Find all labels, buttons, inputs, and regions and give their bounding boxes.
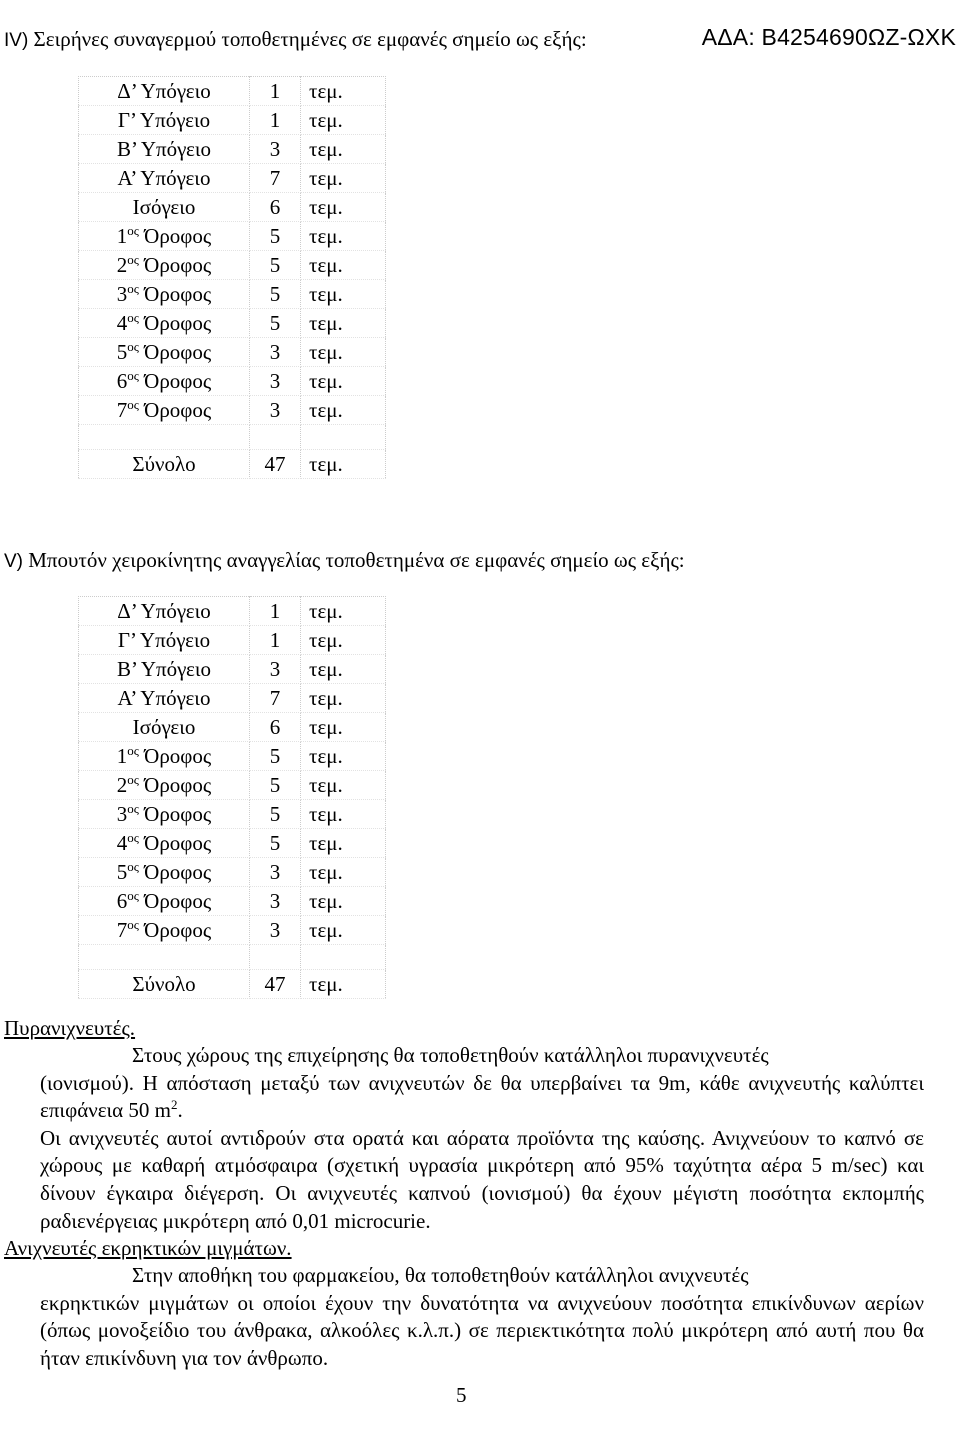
floor-word: Όροφος <box>138 831 212 855</box>
ordinal-suffix: ος <box>127 397 139 412</box>
manual-call-points-table <box>78 596 386 999</box>
level-cell <box>79 771 250 800</box>
level-cell <box>79 858 250 887</box>
ordinal-suffix: ος <box>127 772 139 787</box>
level-label: 3 <box>116 282 128 306</box>
fire-detectors-para1 <box>0 1070 924 1125</box>
quantity-cell: 1 <box>250 106 301 135</box>
total-label: Σύνολο <box>79 450 250 479</box>
level-cell <box>79 367 250 396</box>
total-unit: τεμ. <box>301 970 386 999</box>
explosive-detectors-text <box>40 1262 924 1372</box>
floor-word: Όροφος <box>138 918 212 942</box>
level-cell <box>79 77 250 106</box>
ordinal-suffix: ος <box>127 310 139 325</box>
table-row <box>79 280 386 309</box>
unit-cell: τεμ. <box>301 800 386 829</box>
spacer-row <box>79 425 386 450</box>
ordinal-suffix: ος <box>127 917 139 932</box>
ordinal-suffix: ος <box>127 368 139 383</box>
table-row <box>79 338 386 367</box>
quantity-cell: 3 <box>250 858 301 887</box>
level-cell <box>79 887 250 916</box>
floor-word: Όροφος <box>138 253 212 277</box>
level-cell <box>79 222 250 251</box>
unit-cell: τεμ. <box>301 684 386 713</box>
section-iv-roman: IV) <box>4 30 29 51</box>
quantity-cell: 5 <box>250 742 301 771</box>
unit-cell: τεμ. <box>301 916 386 945</box>
section-iv-heading <box>4 27 587 52</box>
level-label: 7 <box>116 918 128 942</box>
empty-cell <box>250 945 301 970</box>
level-cell <box>79 742 250 771</box>
ordinal-suffix: ος <box>127 743 139 758</box>
section-iv-title: Σειρήνες συναγερμού τοποθετημένες σε εμφανές σημείο ως εξής: <box>33 27 587 51</box>
level-label: Ισόγειο <box>132 715 196 739</box>
total-row <box>79 450 386 479</box>
level-label: Α’ Υπόγειο <box>117 166 211 190</box>
level-label: 3 <box>116 802 128 826</box>
ordinal-suffix: ος <box>127 859 139 874</box>
fire-detectors-text <box>40 1042 924 1235</box>
unit-cell: τεμ. <box>301 164 386 193</box>
quantity-cell: 6 <box>250 713 301 742</box>
level-cell <box>79 916 250 945</box>
floor-word: Όροφος <box>138 744 212 768</box>
explosive-detectors-title: Ανιχνευτές εκρηκτικών μιγμάτων. <box>4 1236 292 1260</box>
floor-word: Όροφος <box>138 282 212 306</box>
table-row <box>79 106 386 135</box>
unit-cell: τεμ. <box>301 106 386 135</box>
unit-cell: τεμ. <box>301 396 386 425</box>
empty-cell <box>79 945 250 970</box>
level-cell <box>79 655 250 684</box>
total-quantity: 47 <box>250 450 301 479</box>
table-row <box>79 626 386 655</box>
table-row <box>79 655 386 684</box>
table-row <box>79 193 386 222</box>
level-label: 4 <box>116 311 128 335</box>
quantity-cell: 3 <box>250 655 301 684</box>
unit-cell: τεμ. <box>301 77 386 106</box>
total-label: Σύνολο <box>79 970 250 999</box>
level-cell <box>79 684 250 713</box>
level-cell <box>79 626 250 655</box>
table-row <box>79 800 386 829</box>
ordinal-suffix: ος <box>127 252 139 267</box>
level-label: 2 <box>116 253 128 277</box>
quantity-cell: 3 <box>250 135 301 164</box>
fire-detectors-para1-text: (ιονισμού). Η απόσταση μεταξύ των ανιχνευτών δε θα υπερβαίνει τα 9m, κάθε ανιχνευτής καλύπτει επιφάνεια 50 m <box>40 1070 924 1123</box>
quantity-cell: 5 <box>250 829 301 858</box>
level-label: 6 <box>116 369 128 393</box>
quantity-cell: 6 <box>250 193 301 222</box>
squared-superscript: 2 <box>171 1097 178 1113</box>
table-row <box>79 597 386 626</box>
unit-cell: τεμ. <box>301 135 386 164</box>
unit-cell: τεμ. <box>301 309 386 338</box>
level-cell <box>79 597 250 626</box>
level-label: Β’ Υπόγειο <box>116 657 212 681</box>
floor-word: Όροφος <box>138 311 212 335</box>
quantity-cell: 5 <box>250 800 301 829</box>
unit-cell: τεμ. <box>301 338 386 367</box>
explosive-detectors-line1: Στην αποθήκη του φαρμακείου, θα τοποθετηθούν κατάλληλοι ανιχνευτές <box>132 1263 749 1287</box>
ordinal-suffix: ος <box>127 830 139 845</box>
ordinal-suffix: ος <box>127 801 139 816</box>
quantity-cell: 3 <box>250 887 301 916</box>
total-quantity: 47 <box>250 970 301 999</box>
floor-word: Όροφος <box>138 340 212 364</box>
quantity-cell: 5 <box>250 251 301 280</box>
unit-cell: τεμ. <box>301 655 386 684</box>
ordinal-suffix: ος <box>127 888 139 903</box>
unit-cell: τεμ. <box>301 829 386 858</box>
quantity-cell: 3 <box>250 396 301 425</box>
quantity-cell: 7 <box>250 164 301 193</box>
table-row <box>79 309 386 338</box>
fire-detectors-title: Πυρανιχνευτές. <box>4 1016 136 1040</box>
quantity-cell: 5 <box>250 771 301 800</box>
unit-cell: τεμ. <box>301 858 386 887</box>
spacer-row <box>79 945 386 970</box>
level-label: 6 <box>116 889 128 913</box>
empty-cell <box>301 425 386 450</box>
quantity-cell: 5 <box>250 309 301 338</box>
level-label: Β’ Υπόγειο <box>116 137 212 161</box>
level-label: 7 <box>116 398 128 422</box>
floor-word: Όροφος <box>138 802 212 826</box>
table-row <box>79 135 386 164</box>
unit-cell: τεμ. <box>301 222 386 251</box>
level-label: 5 <box>116 340 128 364</box>
empty-cell <box>250 425 301 450</box>
level-cell <box>79 135 250 164</box>
level-label: 2 <box>116 773 128 797</box>
table-row <box>79 742 386 771</box>
unit-cell: τεμ. <box>301 713 386 742</box>
quantity-cell: 3 <box>250 916 301 945</box>
quantity-cell: 5 <box>250 280 301 309</box>
fire-detectors-line1: Στους χώρους της επιχείρησης θα τοποθετηθούν κατάλληλοι πυρανιχνευτές <box>132 1043 769 1067</box>
table-row <box>79 713 386 742</box>
table-row <box>79 396 386 425</box>
quantity-cell: 7 <box>250 684 301 713</box>
ada-code: ΑΔΑ: Β4254690ΩΖ-ΩΧΚ <box>701 24 956 50</box>
total-unit: τεμ. <box>301 450 386 479</box>
table-row <box>79 77 386 106</box>
page-number: 5 <box>456 1383 467 1407</box>
level-label: 5 <box>116 860 128 884</box>
total-row <box>79 970 386 999</box>
floor-word: Όροφος <box>138 224 212 248</box>
level-label: Δ’ Υπόγειο <box>117 599 211 623</box>
table-row <box>79 684 386 713</box>
sirens-table <box>78 76 386 479</box>
floor-word: Όροφος <box>138 860 212 884</box>
level-label: 1 <box>116 744 128 768</box>
level-cell <box>79 251 250 280</box>
table-row <box>79 858 386 887</box>
level-label: Δ’ Υπόγειο <box>117 79 211 103</box>
table-row <box>79 222 386 251</box>
section-v-roman: V) <box>4 551 23 572</box>
level-cell <box>79 396 250 425</box>
level-cell <box>79 338 250 367</box>
quantity-cell: 5 <box>250 222 301 251</box>
level-label: 4 <box>116 831 128 855</box>
level-cell <box>79 193 250 222</box>
level-cell <box>79 829 250 858</box>
fire-detectors-para1-end: . <box>177 1098 183 1123</box>
level-label: 1 <box>116 224 128 248</box>
floor-word: Όροφος <box>138 889 212 913</box>
unit-cell: τεμ. <box>301 251 386 280</box>
unit-cell: τεμ. <box>301 280 386 309</box>
quantity-cell: 3 <box>250 367 301 396</box>
level-label: Α’ Υπόγειο <box>117 686 211 710</box>
fire-detectors-para2: Οι ανιχνευτές αυτοί αντιδρούν στα ορατά και αόρατα προϊόντα της καύσης. Ανιχνεύουν το καπνό σε χώρους με καθαρή ατμόσφαιρα (σχετική υγρασία μικρότερη από 95% ταχύτητα αέρα 5 m/sec) και δίνουν έγκαιρα διέγερση. Οι ανιχνευτές καπνού (ιονισμού) θα έχουν μέγιστη ποσότητα εκπομπής ραδιενέργειας μικρότερη από 0,01 microcurie. <box>40 1125 924 1233</box>
level-cell <box>79 800 250 829</box>
unit-cell: τεμ. <box>301 771 386 800</box>
ordinal-suffix: ος <box>127 339 139 354</box>
table-row <box>79 829 386 858</box>
level-cell <box>79 106 250 135</box>
ordinal-suffix: ος <box>127 281 139 296</box>
level-label: Ισόγειο <box>132 195 196 219</box>
quantity-cell: 3 <box>250 338 301 367</box>
table-row <box>79 916 386 945</box>
table-row <box>79 771 386 800</box>
explosive-detectors-para1: εκρηκτικών μιγμάτων οι οποίοι έχουν την δυνατότητα να ανιχνεύουν ποσότητα επικίνδυνων αερίων (όπως μονοξείδιο του άνθρακα, αλκοόλες κ.λ.π.) σε περιεκτικότητα πολύ μικρότερη από αυτή που θα ήταν επικίνδυνη για τον άνθρωπο. <box>40 1290 924 1370</box>
quantity-cell: 1 <box>250 77 301 106</box>
level-cell <box>79 309 250 338</box>
ordinal-suffix: ος <box>127 223 139 238</box>
section-v-heading <box>4 548 685 573</box>
level-cell <box>79 713 250 742</box>
unit-cell: τεμ. <box>301 887 386 916</box>
floor-word: Όροφος <box>138 369 212 393</box>
level-label: Γ’ Υπόγειο <box>117 628 211 652</box>
floor-word: Όροφος <box>138 398 212 422</box>
quantity-cell: 1 <box>250 626 301 655</box>
level-cell <box>79 280 250 309</box>
table-row <box>79 887 386 916</box>
floor-word: Όροφος <box>138 773 212 797</box>
section-v-title: Μπουτόν χειροκίνητης αναγγελίας τοποθετημένα σε εμφανές σημείο ως εξής: <box>28 548 685 572</box>
unit-cell: τεμ. <box>301 193 386 222</box>
table-row <box>79 251 386 280</box>
unit-cell: τεμ. <box>301 597 386 626</box>
empty-cell <box>79 425 250 450</box>
unit-cell: τεμ. <box>301 742 386 771</box>
unit-cell: τεμ. <box>301 367 386 396</box>
quantity-cell: 1 <box>250 597 301 626</box>
level-label: Γ’ Υπόγειο <box>117 108 211 132</box>
level-cell <box>79 164 250 193</box>
unit-cell: τεμ. <box>301 626 386 655</box>
table-row <box>79 367 386 396</box>
empty-cell <box>301 945 386 970</box>
table-row <box>79 164 386 193</box>
